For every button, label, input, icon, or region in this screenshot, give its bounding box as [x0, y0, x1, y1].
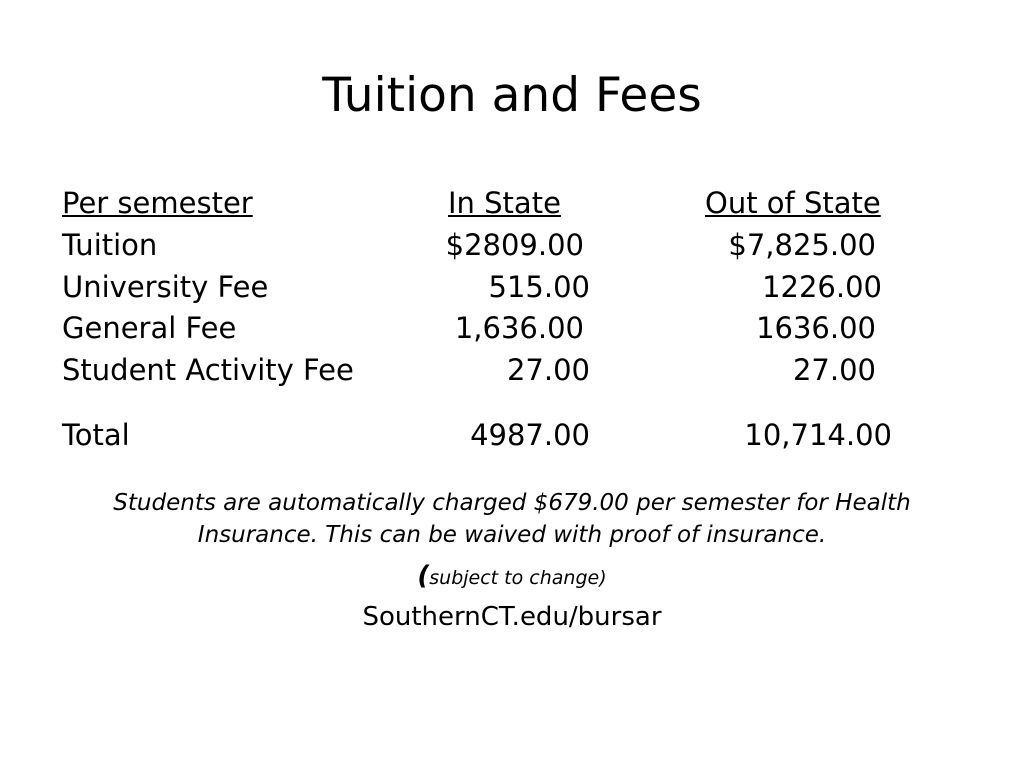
university-fee-in-state: 515.00 — [488, 270, 590, 304]
slide-title: Tuition and Fees — [322, 68, 702, 123]
column-header-in-state: In State — [448, 186, 561, 220]
total-out-of-state: 10,714.00 — [744, 418, 892, 452]
row-label-university-fee: University Fee — [62, 270, 269, 304]
column-header-per-semester: Per semester — [62, 186, 253, 220]
open-paren: ( — [417, 561, 430, 591]
general-fee-in-state: 1,636.00 — [454, 311, 584, 345]
subject-to-change-note — [0, 561, 1024, 591]
row-label-total: Total — [62, 418, 130, 452]
health-insurance-note: Students are automatically charged $679.00 per semester for Health Insurance. This can be waived with proof of insurance. — [113, 490, 911, 548]
tuition-in-state: $2809.00 — [445, 228, 584, 262]
row-label-student-activity-fee: Student Activity Fee — [62, 353, 354, 387]
student-activity-fee-in-state: 27.00 — [506, 353, 590, 387]
bursar-url: SouthernCT.edu/bursar — [362, 602, 662, 632]
university-fee-out-of-state: 1226.00 — [762, 270, 882, 304]
row-label-general-fee: General Fee — [62, 311, 237, 345]
general-fee-out-of-state: 1636.00 — [756, 311, 876, 345]
tuition-out-of-state: $7,825.00 — [728, 228, 876, 262]
student-activity-fee-out-of-state: 27.00 — [792, 353, 876, 387]
row-label-tuition: Tuition — [62, 228, 158, 262]
column-header-out-of-state: Out of State — [705, 186, 881, 220]
subject-to-change-text: subject to change) — [429, 567, 607, 589]
total-in-state: 4987.00 — [470, 418, 590, 452]
